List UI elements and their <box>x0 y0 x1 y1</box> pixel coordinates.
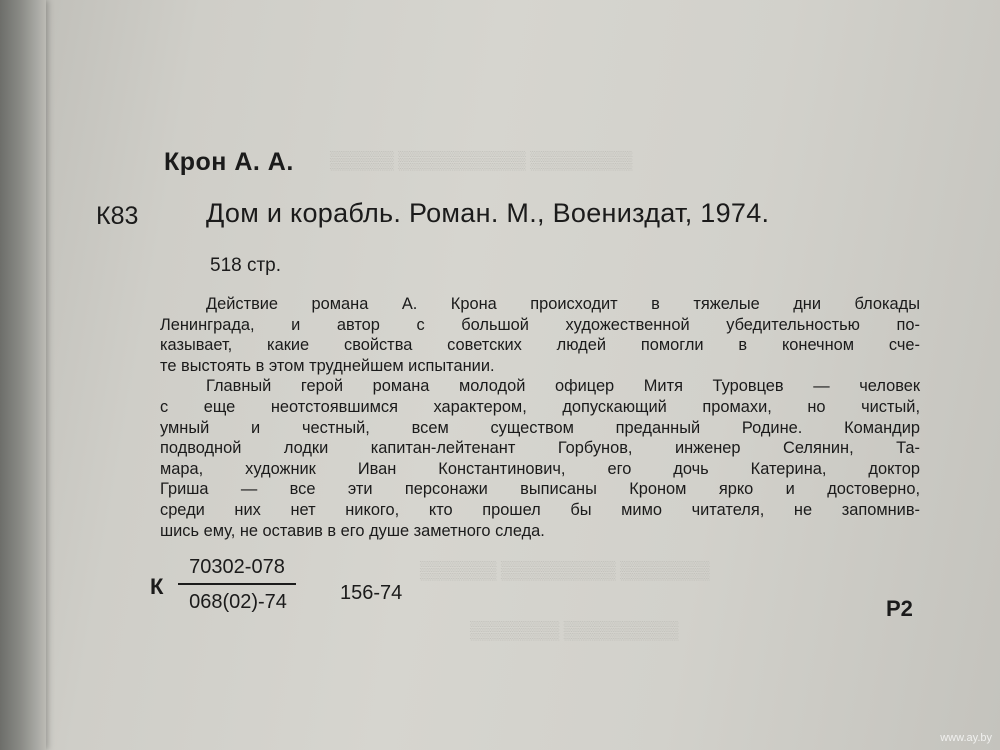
fraction-numerator: 70302-078 <box>178 556 296 585</box>
author-name: Крон А. А. <box>164 148 294 176</box>
show-through-text: ▒▒▒▒▒▒▒▒▒ ▒▒▒▒▒▒▒ <box>470 620 679 640</box>
annotation-line: те выстоять в этом труднейшем испытании. <box>160 356 495 375</box>
annotation-text <box>160 294 920 541</box>
annotation-line: Ленинграда, и автор с большой художественной убедительностью по- <box>160 315 920 334</box>
annotation-line: подводной лодки капитан-лейтенант Горбунов, инженер Селянин, Та- <box>160 439 920 458</box>
annotation-line: казывает, какие свойства советских людей помогли в конечном сче- <box>160 336 920 355</box>
fraction-denominator: 068(02)-74 <box>189 591 287 613</box>
order-number: 156-74 <box>340 582 403 604</box>
annotation-line: мара, художник Иван Константинович, его дочь Катерина, доктор <box>160 459 920 478</box>
index-letter: К <box>150 574 164 599</box>
annotation-line: с еще неотстоявшимся характером, допускающий промахи, но чистый, <box>160 397 920 416</box>
index-fraction <box>178 556 298 614</box>
annotation-line: умный и честный, всем существом преданный Родине. Командир <box>160 418 920 437</box>
classification-code: К83 <box>96 202 139 230</box>
library-class: Р2 <box>886 596 913 621</box>
show-through-text: ▒▒▒▒▒▒▒ ▒▒▒▒▒▒▒▒▒ ▒▒▒▒▒▒ <box>420 560 710 580</box>
book-spine <box>0 0 46 750</box>
annotation-line: среди них нет никого, кто прошел бы мимо читателя, не запомнив- <box>160 500 920 519</box>
annotation-line: Главный герой романа молодой офицер Митя Туровцев — человек <box>206 377 920 396</box>
annotation-line: шись ему, не оставив в его душе заметного следа. <box>160 521 545 540</box>
show-through-text: ▒▒▒▒▒▒▒▒ ▒▒▒▒▒▒▒▒▒▒ ▒▒▒▒▒ <box>330 150 633 170</box>
annotation-line: Действие романа А. Крона происходит в тяжелые дни блокады <box>206 295 920 313</box>
watermark: www.ay.by <box>940 732 992 744</box>
page-count: 518 стр. <box>210 255 282 276</box>
book-title-line: Дом и корабль. Роман. М., Воениздат, 1974. <box>206 198 770 228</box>
annotation-line: Гриша — все эти персонажи выписаны Кроном ярко и достоверно, <box>160 480 920 499</box>
